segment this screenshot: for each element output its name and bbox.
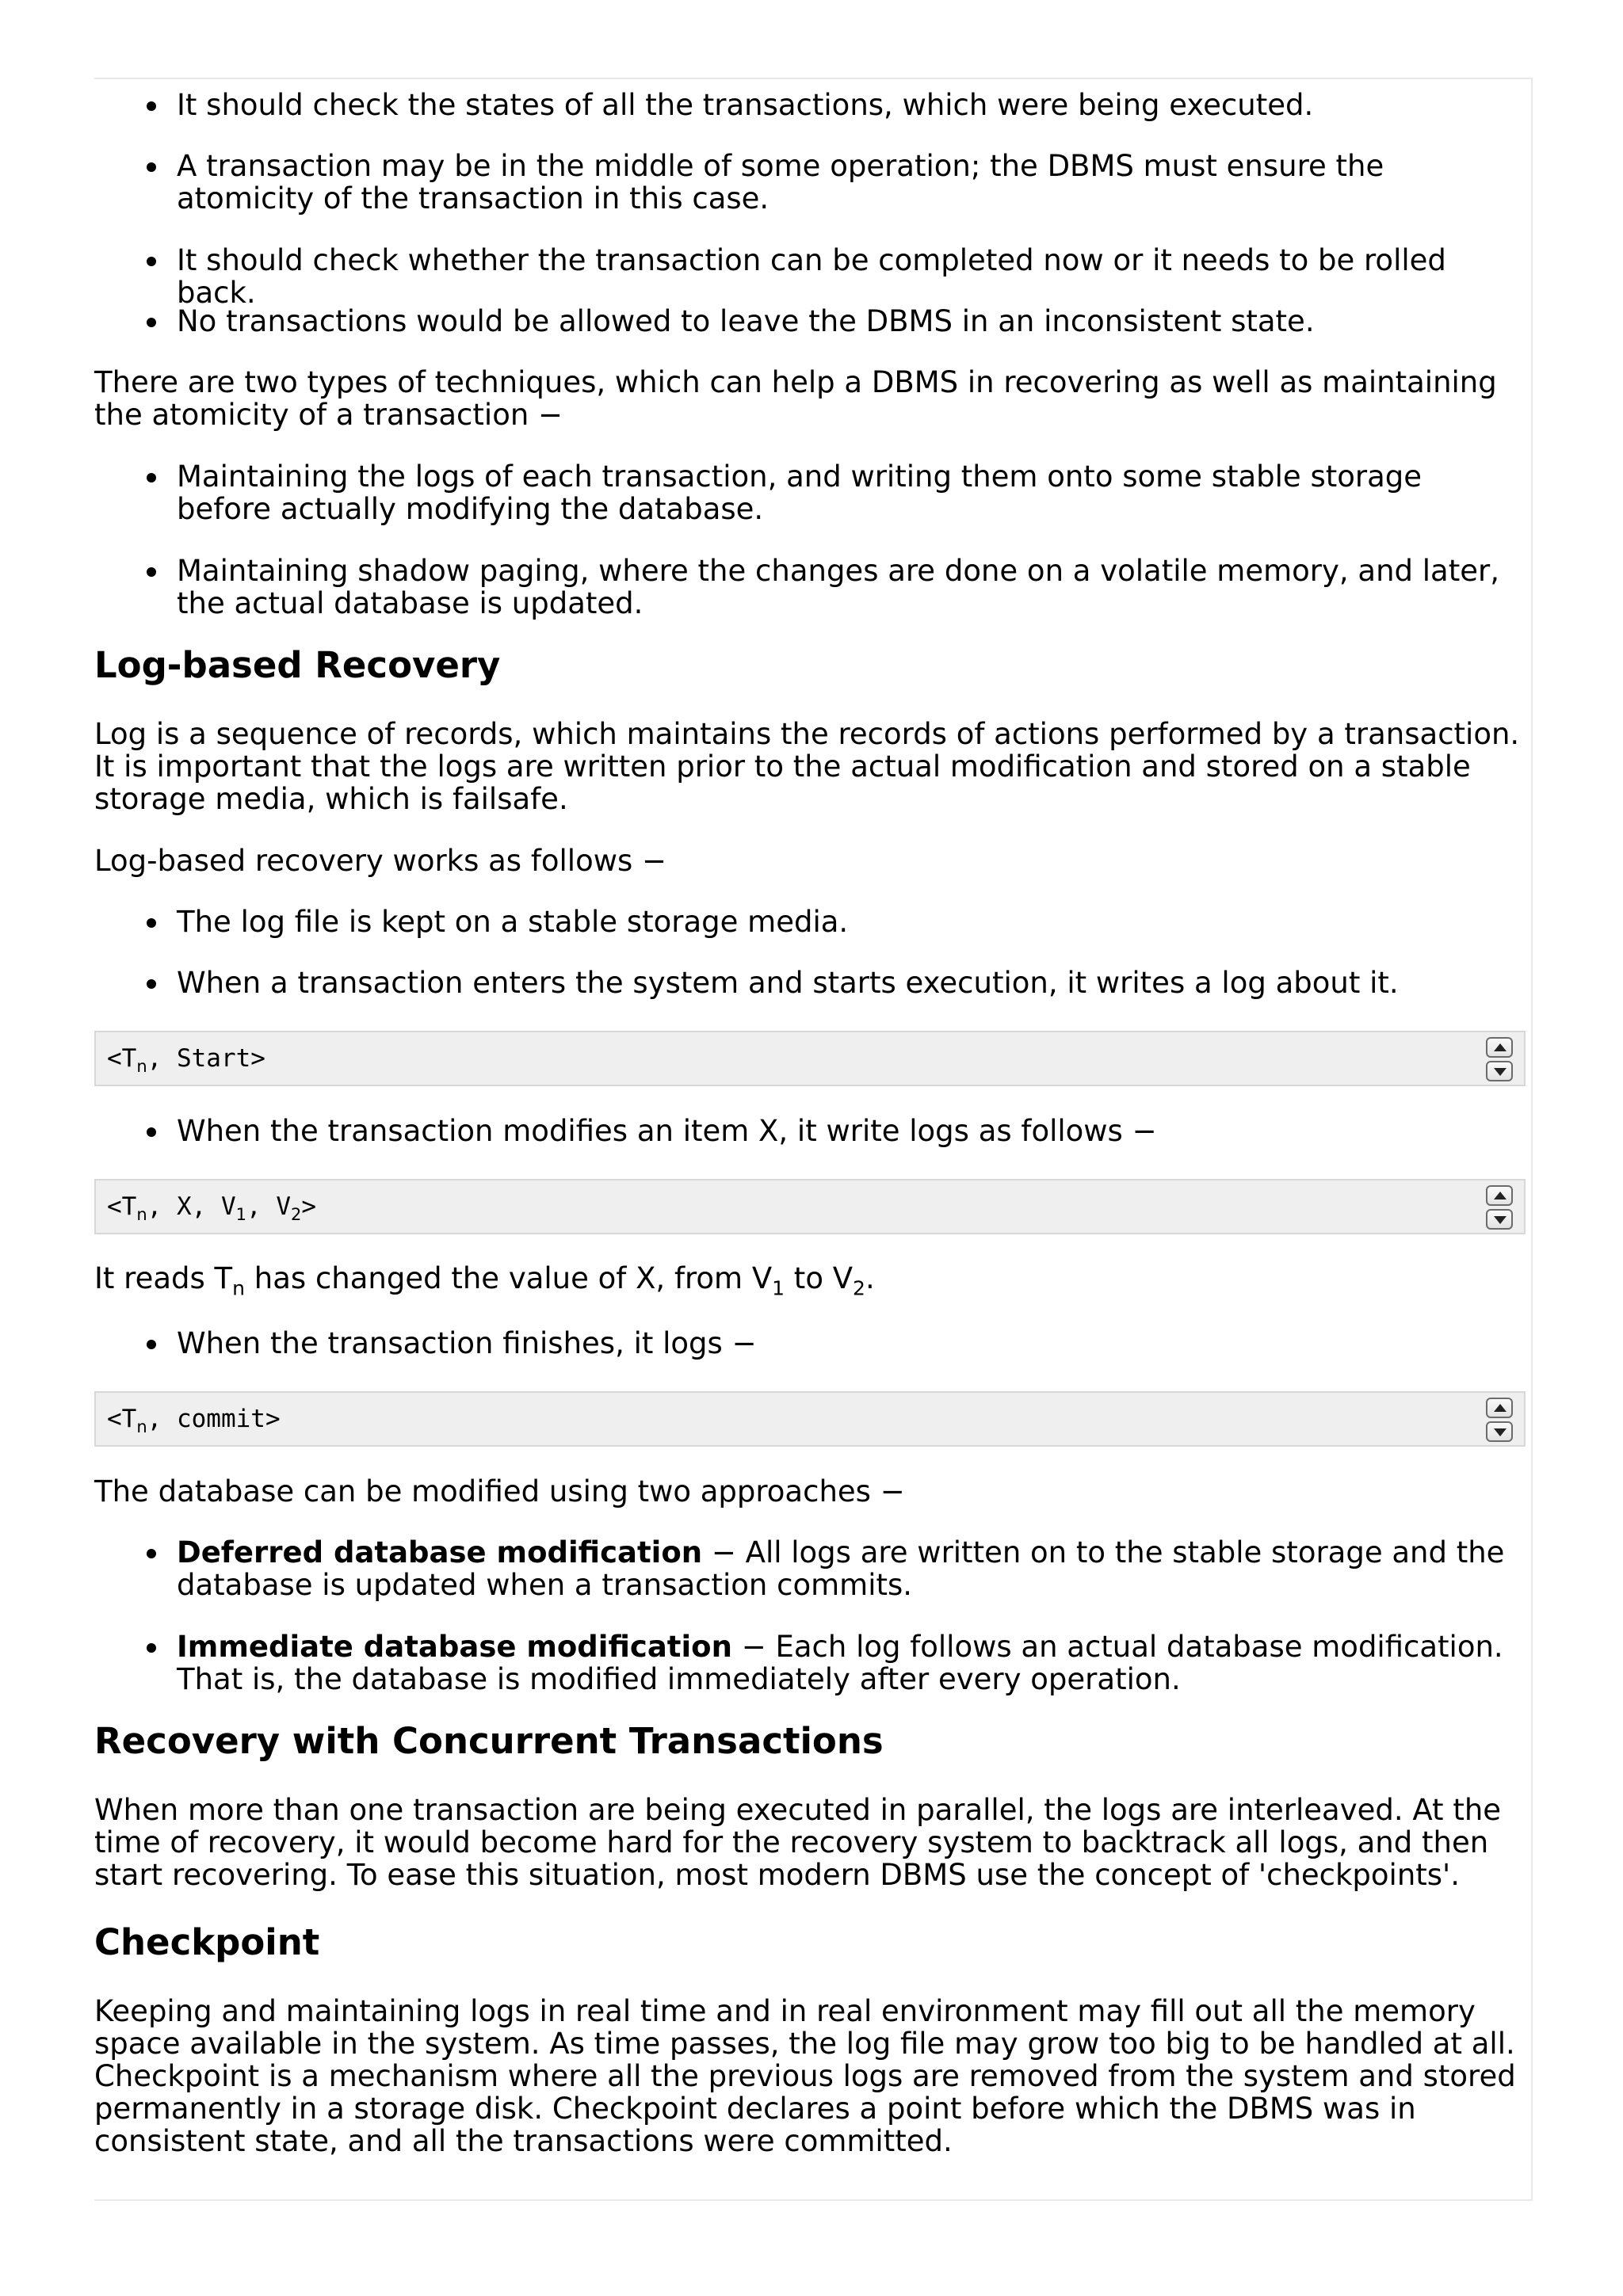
heading-checkpoint: Checkpoint	[94, 1921, 320, 1963]
bullet-icon	[147, 918, 156, 928]
bullet-icon	[147, 1127, 156, 1137]
log-para-1: Log is a sequence of records, which maintains the records of actions performed by a transaction. It is important that the logs are written prior to the actual modification and stored on a stable storage media, which is failsafe.	[94, 717, 1520, 816]
reads-line: It reads $T_n$ has changed the value of X, from $V_1$ to $V_2$.	[94, 1261, 875, 1300]
scroll-down-icon[interactable]	[1486, 1209, 1513, 1230]
scroll-up-icon[interactable]	[1486, 1037, 1513, 1058]
code-spinner[interactable]	[1486, 1398, 1514, 1444]
code-block-modify[interactable]	[94, 1179, 1526, 1234]
code-text: $<T_n$, Start>	[107, 1044, 265, 1077]
heading-log-based-recovery: Log-based Recovery	[94, 644, 501, 686]
bullet-icon	[147, 318, 156, 327]
term-deferred: Deferred database modification	[177, 1535, 703, 1569]
code-block-commit[interactable]	[94, 1391, 1526, 1447]
bullet-icon	[147, 162, 156, 172]
techniques-intro: There are two types of techniques, which can help a DBMS in recovering as well as maintaining the atomicity of a transaction −	[94, 365, 1497, 432]
code-text: $<T_n$, X, $V_1$, $V_2>$	[107, 1192, 317, 1225]
bullet-icon	[147, 101, 156, 111]
bullet-icon	[147, 1643, 156, 1653]
checkpoint-para: Keeping and maintaining logs in real time and in real environment may fill out all the memory space available in the system. As time passes, the log file may grow too big to be handled at all. Checkpoint is a mechanism where all the previous logs are removed from the system and stored permanently in a storage disk. Checkpoint declares a point before which the DBMS was in consistent state, and all the transactions were committed.	[94, 1994, 1516, 2158]
scroll-down-icon[interactable]	[1486, 1421, 1513, 1442]
log-para-2: Log-based recovery works as follows −	[94, 844, 667, 878]
bullet-icon	[147, 979, 156, 989]
scroll-up-icon[interactable]	[1486, 1185, 1513, 1206]
scroll-up-icon[interactable]	[1486, 1398, 1513, 1418]
bullet-icon	[147, 473, 156, 482]
approaches-intro: The database can be modified using two approaches −	[94, 1474, 905, 1508]
scroll-down-icon[interactable]	[1486, 1061, 1513, 1081]
bullet-icon	[147, 1340, 156, 1349]
term-immediate: Immediate database modification	[177, 1630, 732, 1664]
concurrent-para: When more than one transaction are being executed in parallel, the logs are interleaved. At the time of recovery, it would become hard for the recovery system to backtrack all logs, and then start recovering. To ease this situation, most modern DBMS use the concept of 'checkpoints'.	[94, 1793, 1502, 1892]
code-text: $<T_n$, commit>	[107, 1405, 281, 1437]
heading-concurrent: Recovery with Concurrent Transactions	[94, 1720, 884, 1762]
bullet-icon	[147, 257, 156, 266]
code-spinner[interactable]	[1486, 1037, 1514, 1083]
bullet-icon	[147, 567, 156, 577]
bullet-icon	[147, 1549, 156, 1558]
code-spinner[interactable]	[1486, 1185, 1514, 1231]
code-block-start[interactable]	[94, 1031, 1526, 1086]
